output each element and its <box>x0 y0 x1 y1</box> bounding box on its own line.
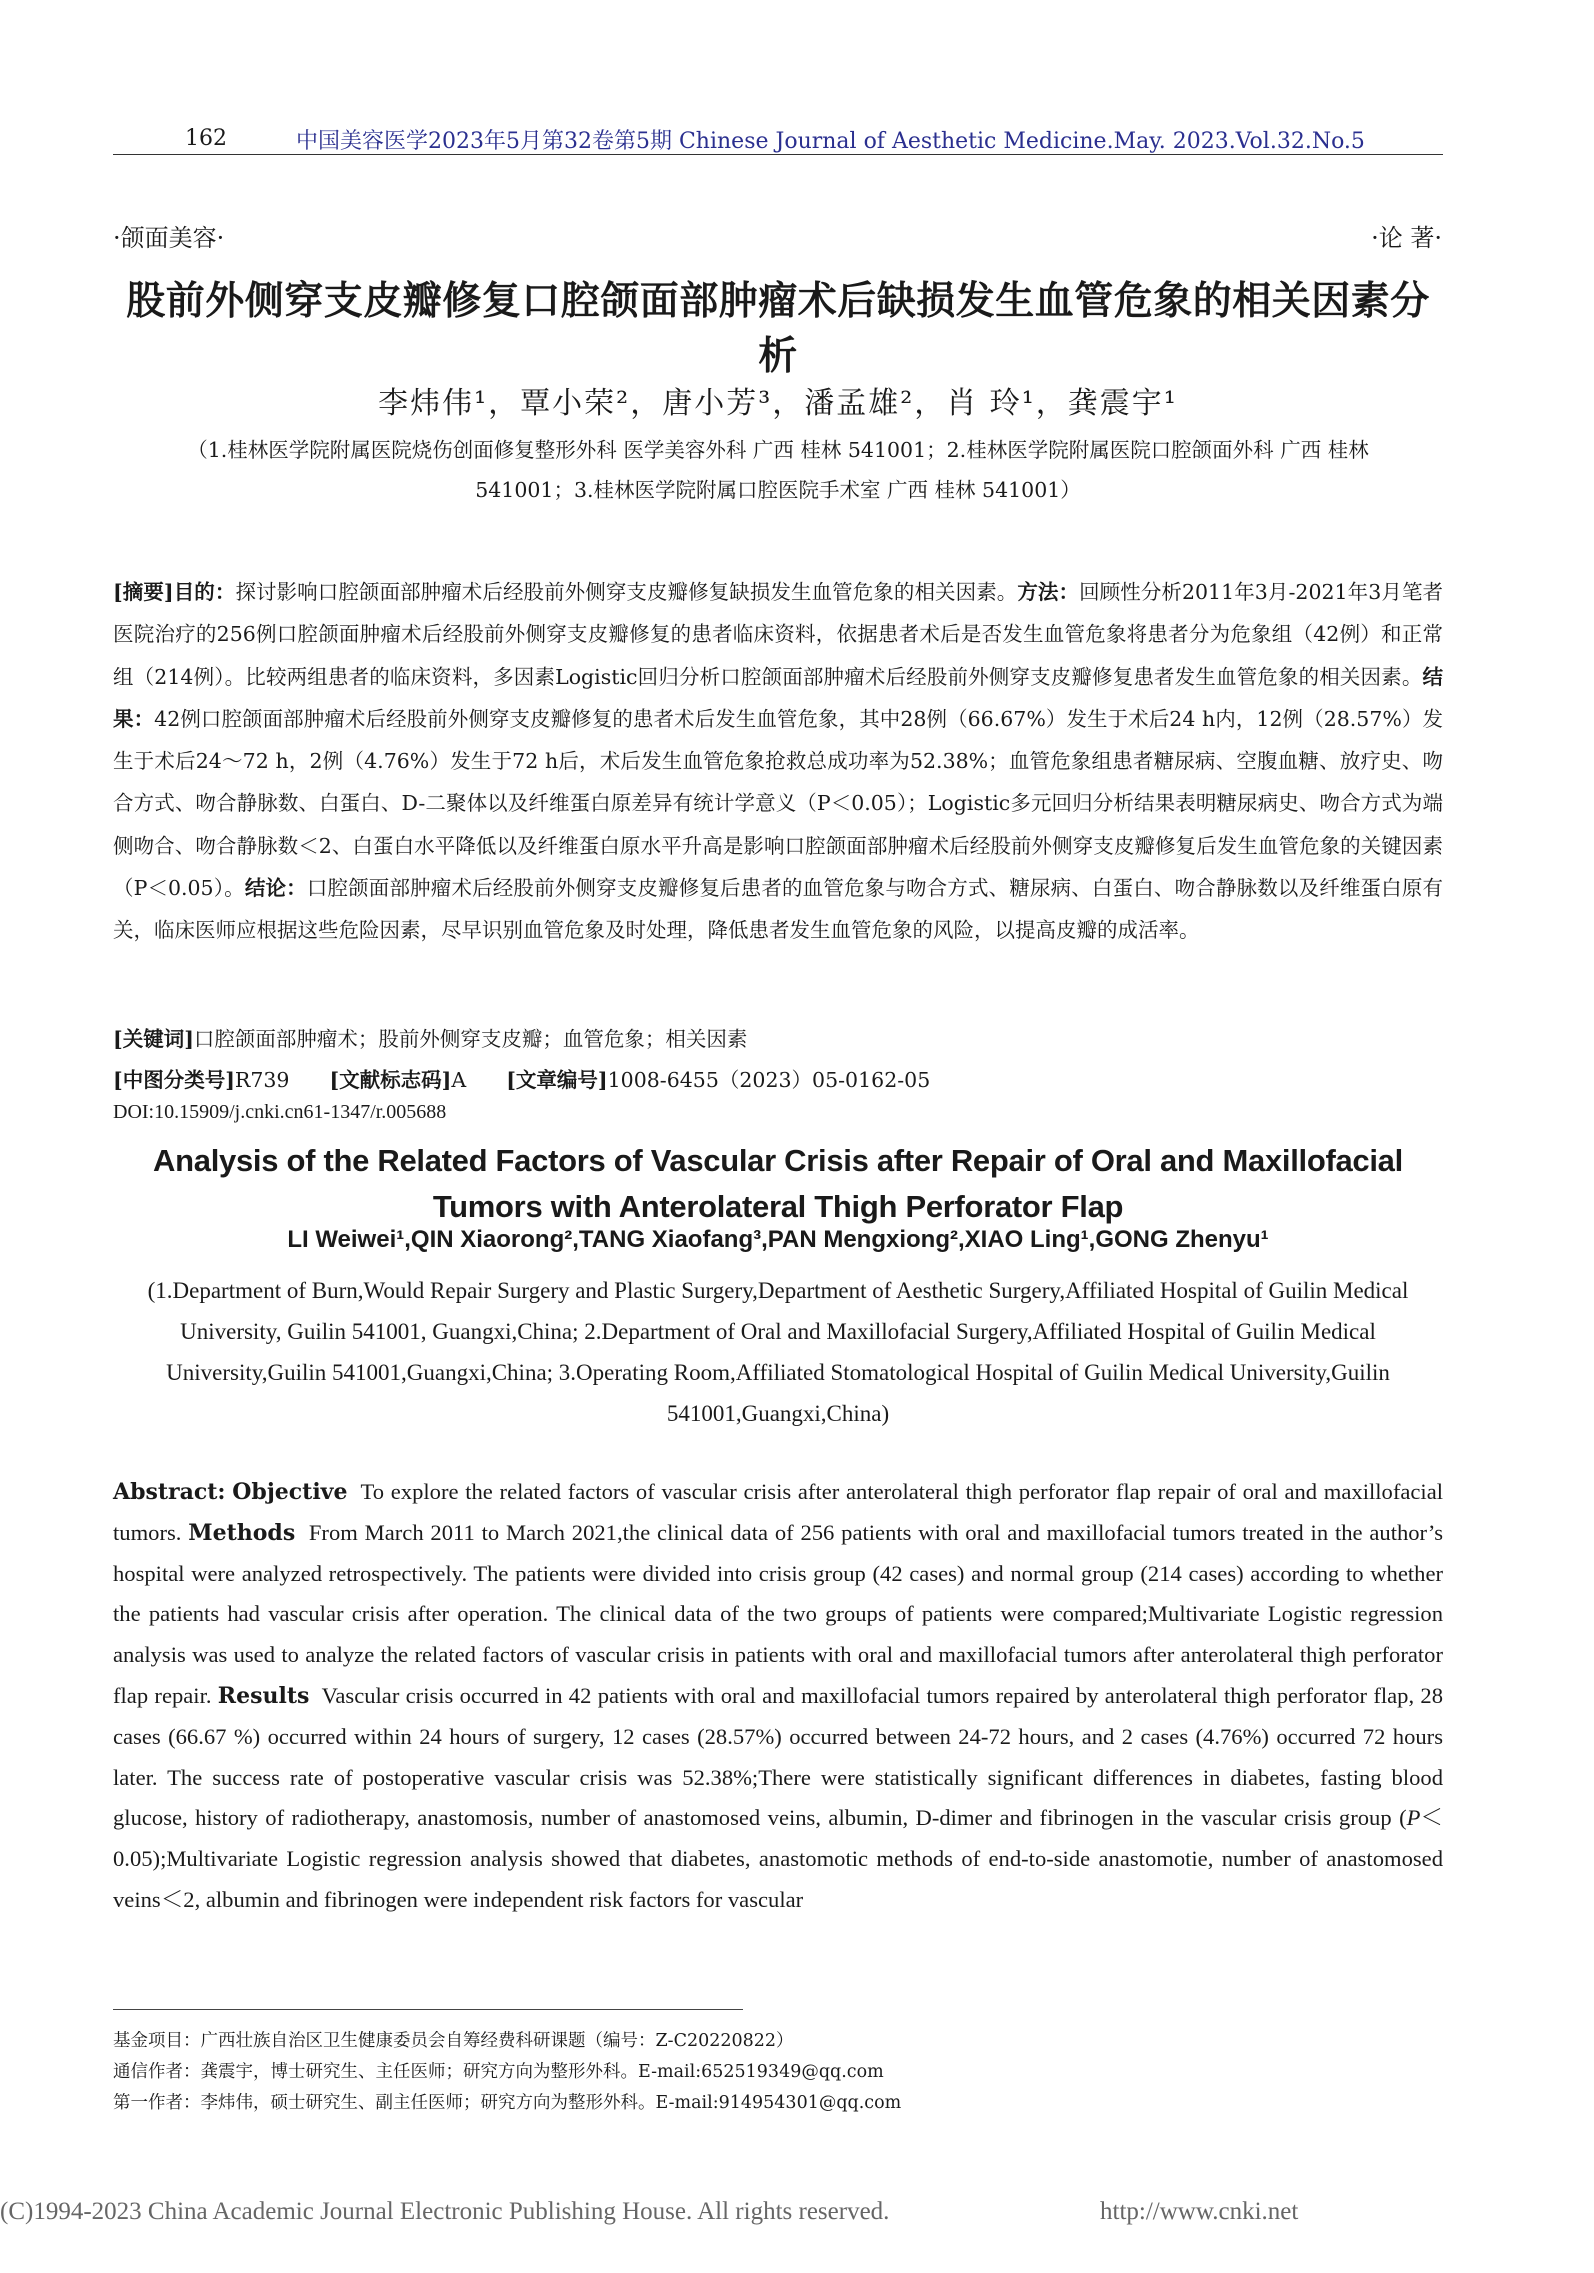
results-text: 42例口腔颌面部肿瘤术后经股前外侧穿支皮瓣修复的患者术后发生血管危象，其中28例（66.67%）发生于术后24 h内，12例（28.57%）发生于术后24～72 h，2例（4.76%）发生于72 h后，术后发生血管危象抢救总成功率为52.38%；血管危象组患者糖尿病、空腹血糖、放疗史、吻合方式、吻合静脉数、白蛋白、D-二聚体以及纤维蛋白原差异有统计学意义（P＜0.05）；Logistic多元回归分析结果表明糖尿病史、吻合方式为端侧吻合、吻合静脉数＜2、白蛋白水平降低以及纤维蛋白原水平升高是影响口腔颌面部肿瘤术后经股前外侧穿支皮瓣修复后发生血管危象的关键因素（P＜0.05）。 <box>113 706 1444 901</box>
doi: DOI:10.15909/j.cnki.cn61-1347/r.005688 <box>113 1101 447 1123</box>
section-label: ·颌面美容· <box>113 224 225 252</box>
english-authors: LI Weiwei¹,QIN Xiaorong²,TANG Xiaofang³,PAN Mengxiong²,XIAO Ling¹,GONG Zhenyu¹ <box>287 1226 1269 1253</box>
chinese-abstract <box>113 571 1443 952</box>
copyright-text: (C)1994-2023 China Academic Journal Electronic Publishing House. All rights reserved. <box>0 2198 890 2225</box>
footnote-funding: 基金项目：广西壮族自治区卫生健康委员会自筹经费科研课题（编号：Z-C20220822） <box>113 2031 794 2051</box>
clc-label: [中图分类号] <box>113 1068 235 1092</box>
english-affiliation: (1.Department of Burn,Would Repair Surgery and Plastic Surgery,Department of Aesthetic Surgery,Affiliated Hospital of Guilin Medical University, Guilin 541001, Guangxi,China; 2.Department of Oral and Maxillofacial Surgery,Affiliated Hospital of Guilin Medical University,Guilin 541001,Guangxi,China; 3.Operating Room,Affiliated Stomatological Hospital of Guilin Medical University,Guilin 541001,Guangxi,China) <box>147 1278 1409 1426</box>
objective-text: 探讨影响口腔颌面部肿瘤术后经股前外侧穿支皮瓣修复缺损发生血管危象的相关因素。 <box>235 580 1018 604</box>
keywords-label: [关键词] <box>113 1027 194 1051</box>
en-results-label: Results <box>217 1682 310 1709</box>
english-title: Analysis of the Related Factors of Vascular Crisis after Repair of Oral and Maxillofacial Tumors with Anterolateral Thigh Perforator Flap <box>153 1143 1403 1224</box>
objective-label: 目的： <box>173 580 236 604</box>
en-objective-label: Objective <box>232 1479 348 1505</box>
copyright-url[interactable]: http://www.cnki.net <box>1100 2198 1299 2225</box>
methods-label: 方法： <box>1017 580 1080 604</box>
article-no-label: [文章编号] <box>506 1068 608 1092</box>
keywords <box>113 1019 1443 1059</box>
footnote-first-author: 第一作者：李炜伟，硕士研究生、副主任医师；研究方向为整形外科。E-mail:914954301@qq.com <box>113 2093 902 2113</box>
journal-info: 中国美容医学2023年5月第32卷第5期 Chinese Journal of Aesthetic Medicine.May. 2023.Vol.32.No.5 <box>296 129 1365 154</box>
abstract-label: [摘要] <box>113 580 174 604</box>
en-methods-text: From March 2011 to March 2021,the clinical data of 256 patients with oral and maxillofacial tumors treated in the author’s hospital were analyzed retrospectively. The patients were divided into crisis group (42 cases) and normal group (214 cases) according to whether the patients had vascular crisis after operation. The clinical data of the two groups of patients were compared;Multivariate Logistic regression analysis was used to analyze the related factors of vascular crisis in patients with oral and maxillofacial tumors after anterolateral thigh perforator flap repair. <box>113 1519 1443 1708</box>
footnote-corresponding-author: 通信作者：龚震宇，博士研究生、主任医师；研究方向为整形外科。E-mail:652519349@qq.com <box>113 2062 884 2082</box>
en-results-text-a: Vascular crisis occurred in 42 patients with oral and maxillofacial tumors repaired by anterolateral thigh perforator flap, 28 cases (66.67 %) occurred within 24 hours of surgery, 12 cases (28.57%) occurred between 24-72 hours, and 2 cases (4.76%) occurred 72 hours later. The success rate of postoperative vascular crisis was 52.38%;There were statistically significant differences in diabetes, fasting blood glucose, history of radiotherapy, anastomosis, number of anastomosed veins, albumin, D-dimer and fibrinogen in the vascular crisis group ( <box>113 1682 1443 1831</box>
p-symbol: P <box>1406 1805 1421 1831</box>
conclusion-text: 口腔颌面部肿瘤术后经股前外侧穿支皮瓣修复后患者的血管危象与吻合方式、糖尿病、白蛋白、吻合静脉数以及纤维蛋白原有关，临床医师应根据这些危险因素，尽早识别血管危象及时处理，降低患者发生血管危象的风险，以提高皮瓣的成活率。 <box>113 876 1443 943</box>
chinese-authors: 李炜伟¹，覃小荣²，唐小芳³，潘孟雄²，肖 玲¹，龚震宇¹ <box>378 386 1178 421</box>
clc-value: R739 <box>234 1068 290 1092</box>
doc-code-label: [文献标志码] <box>329 1068 452 1092</box>
running-header <box>113 120 1443 155</box>
english-abstract <box>113 1472 1443 1921</box>
article-no-value: 1008-6455（2023）05-0162-05 <box>607 1068 931 1092</box>
en-results-text-b: ＜0.05);Multivariate Logistic regression analysis showed that diabetes, anastomotic methods of end-to-side anastomotie, number of anastomosed veins＜2, albumin and fibrinogen were independent risk factors for vascular <box>113 1805 1443 1912</box>
methods-text: 回顾性分析2011年3月-2021年3月笔者医院治疗的256例口腔颌面肿瘤术后经股前外侧穿支皮瓣修复的患者临床资料，依据患者术后是否发生血管危象将患者分为危象组（42例）和正常组（214例）。比较两组患者的临床资料，多因素Logistic回归分析口腔颌面部肿瘤术后经股前外侧穿支皮瓣修复患者发生血管危象的相关因素。 <box>113 580 1444 689</box>
footnote-divider <box>113 2009 743 2010</box>
keywords-text: 口腔颌面部肿瘤术；股前外侧穿支皮瓣；血管危象；相关因素 <box>193 1027 748 1051</box>
chinese-title: 股前外侧穿支皮瓣修复口腔颌面部肿瘤术后缺损发生血管危象的相关因素分析 <box>126 278 1430 379</box>
chinese-affiliation: （1.桂林医学院附属医院烧伤创面修复整形外科 医学美容外科 广西 桂林 541001；2.桂林医学院附属医院口腔颌面外科 广西 桂林 541001；3.桂林医学院附属口腔医院手术室 广西 桂林 541001） <box>187 438 1369 502</box>
footnotes <box>113 2026 901 2119</box>
results-label: 结果： <box>113 664 1443 731</box>
page-number: 162 <box>185 126 227 151</box>
en-methods-label: Methods <box>188 1519 296 1546</box>
classification-line <box>113 1060 1443 1100</box>
article-type: ·论 著· <box>1371 224 1442 252</box>
en-objective-text: To explore the related factors of vascular crisis after anterolateral thigh perforator flap repair of oral and maxillofacial tumors. <box>113 1479 1444 1545</box>
en-abstract-label: Abstract: <box>113 1479 226 1505</box>
conclusion-label: 结论： <box>244 876 307 901</box>
doc-code-value: A <box>451 1068 467 1092</box>
